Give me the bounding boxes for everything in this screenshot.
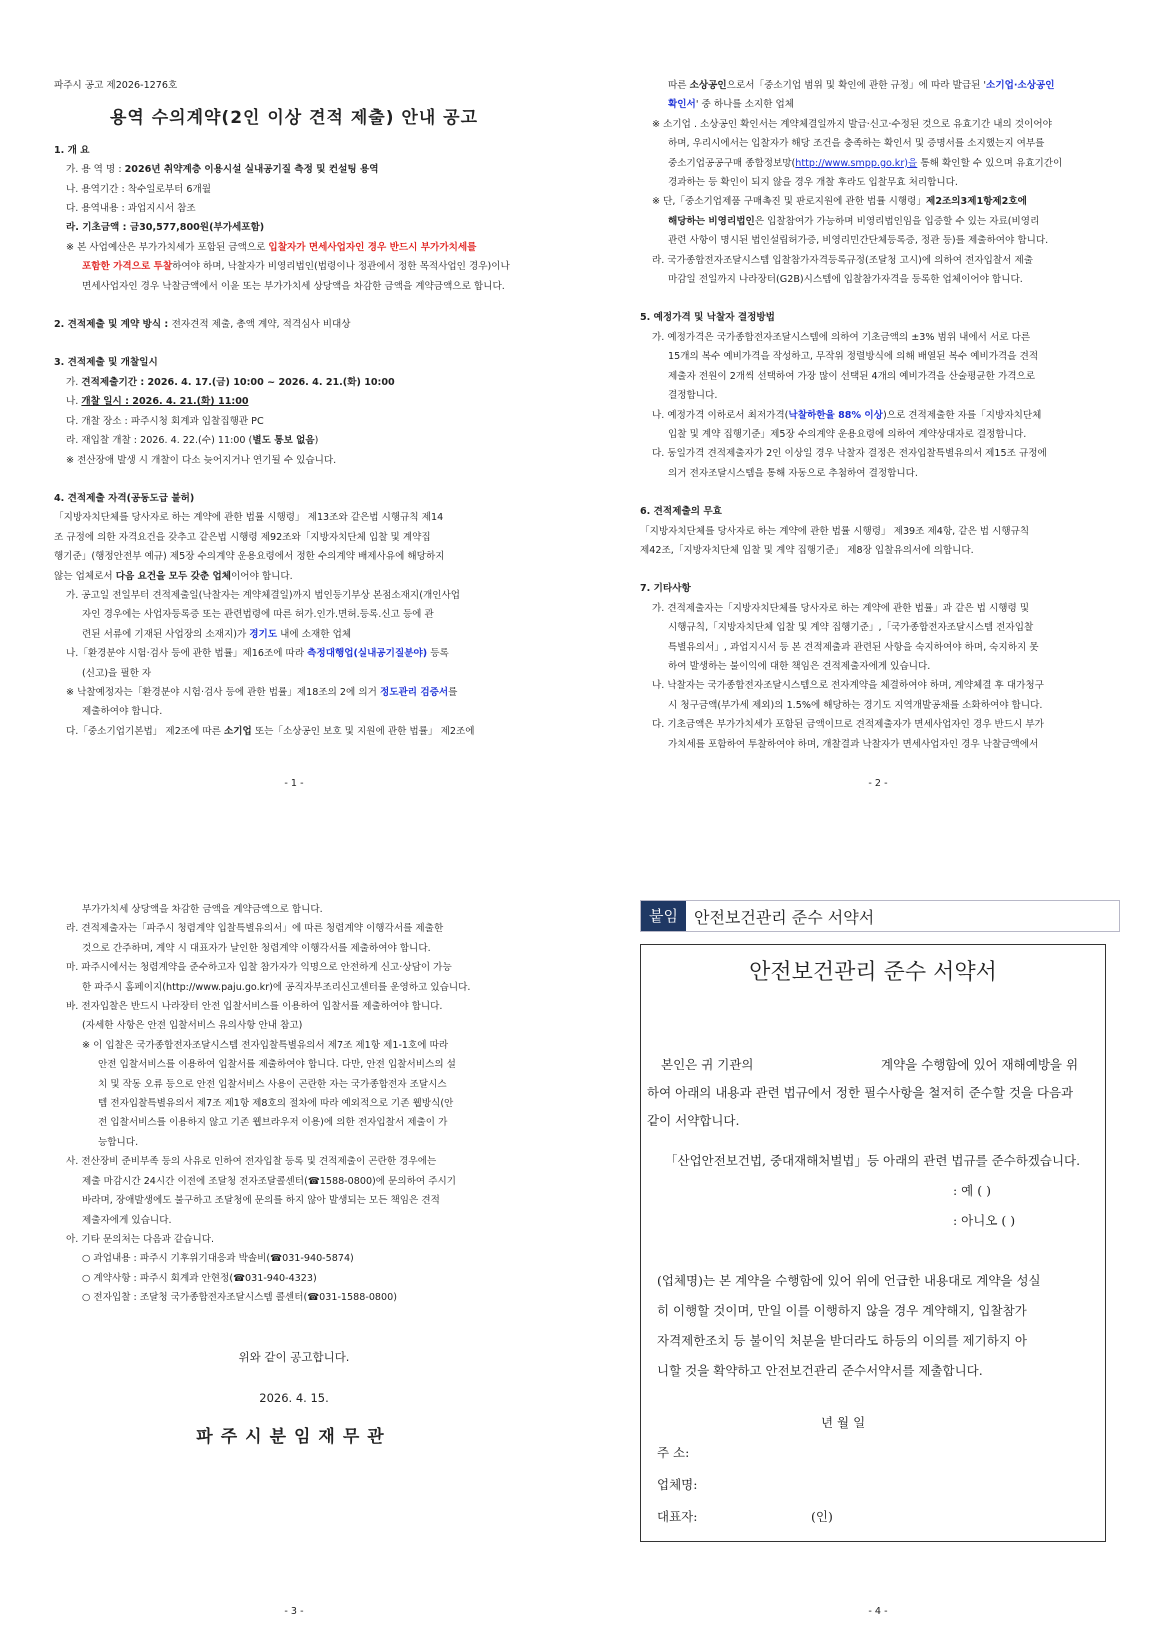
section-7-c-cont: 부가가치세 상당액을 차감한 금액을 계약금액으로 합니다. [82, 904, 323, 915]
page-number: - 4 - [868, 1606, 888, 1617]
qualification-c-cont: 따른 소상공인으로서「중소기업 범위 및 확인에 관한 규정」에 따라 발급된 '소기업·소상공인 [668, 80, 1055, 91]
section-7-f: 마. 파주시에서는 청렴계약을 준수하고자 입찰 참가자가 익명으로 안전하게 신고·상담이 가능 [66, 962, 452, 974]
notice-date: 2026. 4. 15. [259, 1390, 329, 1405]
section-5-a: 제출자 전원이 2개씩 선택하여 가장 많이 선택된 4개의 예비가격을 산술평균한 가격으로 [668, 370, 1036, 382]
section-7-h: 제출자에게 있습니다. [82, 1214, 172, 1226]
vat-note: ※ 본 사업예산은 부가가치세가 포함된 금액으로 입찰자가 면세사업자인 경우 반드시 부가가치세를 [66, 241, 477, 253]
opening-datetime: 나. 개찰 일시 : 2026. 4. 21.(화) 11:00 [66, 396, 249, 408]
section-1-heading: 1. 개 요 [54, 144, 90, 156]
section-6-heading: 6. 견적제출의 무효 [640, 506, 722, 518]
section-5-heading: 5. 예정가격 및 낙찰자 결정방법 [640, 312, 775, 324]
safe-bid-note: 안전 입찰서비스를 이용하여 입찰서를 제출하여야 합니다. 다만, 안전 입찰서비스의 설 [98, 1059, 456, 1071]
option-no[interactable]: : 아니오 ( ) [953, 1213, 1016, 1228]
section-4-text: 「지방자치단체를 당사자로 하는 계약에 관한 법률 시행령」 제13조와 같은법 시행규칙 제14 [54, 512, 444, 524]
page-number: - 2 - [868, 778, 888, 789]
issuing-office: 파주시분임재무관 [196, 1427, 392, 1448]
certificate-note: 중소기업공공구매 종합정보망(http://www.smpp.go.kr)을 통해 확인할 수 있으며 유효기간이 [668, 157, 1063, 169]
vat-note-line3: 면세사업자인 경우 낙찰금액에서 이윤 또는 부가가치세 상당액을 차감한 금액을 계약금액으로 합니다. [82, 280, 505, 292]
section-7-g: 바. 전자입찰은 반드시 나라장터 안전 입찰서비스를 이용하여 입찰서를 제출하여야 합니다. [66, 1001, 443, 1013]
attachment-header-title: 안전보건관리 준수 서약서 [693, 907, 875, 927]
section-7-h: 사. 전산장비 준비부족 등의 사유로 인하여 전자입찰 등록 및 견적제출이 곤란한 경우에는 [66, 1156, 437, 1168]
page-1 [54, 76, 534, 741]
qualification-a: 가. 공고일 전일부터 견적제출일(낙찰자는 계약체결일)까지 법인등기부상 본점소재지(개인사업 [66, 589, 461, 601]
section-7-e: 것으로 간주하며, 계약 시 대표자가 날인한 청렴계약 이행각서를 제출하여야 합니다. [82, 942, 431, 954]
section-7-a: 특별유의서」, 과업지시서 등 본 견적제출과 관련된 사항을 숙지하여야 하며, 숙지하지 못 [668, 641, 1039, 653]
nonprofit-note: ※ 단,「중소기업제품 구매촉진 및 판로지원에 관한 법률 시행령」제2조의3제1항제2호에 [652, 196, 1027, 208]
section-7-a: 가. 견적제출자는「지방자치단체를 당사자로 하는 계약에 관한 법률」과 같은 법 시행령 및 [652, 602, 1030, 614]
section-6-text: 「지방자치단체를 당사자로 하는 계약에 관한 법률 시행령」 제39조 제4항, 같은 법 시행규칙 [640, 525, 1030, 537]
safe-bid-note: 능합니다. [98, 1136, 139, 1148]
quote-period: 가. 견적제출기간 : 2026. 4. 17.(금) 10:00 ~ 2026. 4. 21.(화) 10:00 [66, 376, 395, 388]
pledge-statement: 니할 것을 확약하고 안전보건관리 준수서약서를 제출합니다. [657, 1363, 983, 1378]
option-yes[interactable]: : 예 ( ) [953, 1183, 991, 1198]
safe-bid-note: ※ 이 입찰은 국가종합전자조달시스템 전자입찰특별유의서 제7조 제1항 제1-1호에 따라 [82, 1039, 449, 1051]
certificate-note: 하며, 우리시에서는 입찰자가 해당 조건을 충족하는 확인서 및 증명서를 소지했는지 여부를 [668, 138, 1045, 150]
service-period: 나. 용역기간 : 착수일로부터 6개월 [66, 183, 212, 195]
service-content: 다. 용역내용 : 과업지시서 참조 [66, 203, 196, 215]
section-4-text: 조 규정에 의한 자격요건을 갖추고 같은법 시행령 제92조와「지방자치단체 입찰 및 계약집 [54, 531, 431, 543]
safe-bid-note: 템 전자입찰특별유의서 제7조 제1항 제8호의 절차에 따라 예외적으로 기존 웹방식(안 [98, 1098, 454, 1110]
qualification-a: 련된 서류에 기재된 사업장의 소재지)가 경기도 내에 소재한 업체 [82, 628, 352, 640]
rebid-opening: 라. 재입찰 개찰 : 2026. 4. 22.(수) 11:00 (별도 통보 없음) [66, 435, 319, 447]
safe-bid-note: 전 입찰서비스를 이용하지 않고 기존 웹브라우저 이용)에 의한 전자입찰서 제출이 가 [98, 1117, 448, 1129]
section-7-e: 라. 견적제출자는「파주시 청렴계약 입찰특별유의서」에 따른 청렴계약 이행각서를 제출한 [66, 923, 444, 935]
qualification-b: (신고)을 필한 자 [82, 667, 152, 679]
contact-ebid: ○ 전자입찰 : 조달청 국가종합전자조달시스템 콜센터(☎031-1588-0800) [82, 1292, 397, 1304]
section-7-c: 다. 기초금액은 부가가치세가 포함된 금액이므로 견적제출자가 면세사업자인 경우 반드시 부가 [652, 719, 1044, 731]
section-3-heading: 3. 견적제출 및 개찰일시 [54, 357, 158, 369]
nonprofit-note: 관련 사항이 명시된 법인설립허가증, 비영리민간단체등록증, 정관 등)를 제출하여야 합니다. [668, 235, 1049, 247]
attachment-tag: 붙임 [641, 901, 686, 931]
pledge-date: 년 월 일 [821, 1415, 866, 1430]
section-7-a: 시행규칙,「지방자치단체 입찰 및 계약 집행기준」,「국가종합전자조달시스템 전자입찰 [668, 622, 1034, 634]
section-6-text: 제42조,「지방자치단체 입찰 및 계약 집행기준」 제8장 입찰유의서에 의합니다. [640, 544, 974, 556]
pledge-intro: 하여 아래의 내용과 관련 법규에서 정한 필수사항을 철저히 준수할 것을 다음과 [647, 1085, 1074, 1100]
section-4-text: 않는 업체로서 다음 요건을 모두 갖춘 업체이어야 합니다. [54, 570, 293, 582]
section-5-a: 결정합니다. [668, 390, 718, 402]
certificate-note: ※ 소기업 . 소상공인 확인서는 계약체결일까지 발급·신고·수정된 것으로 유효기간 내의 것이어야 [652, 118, 1052, 130]
qualification-d: 마감일 전일까지 나라장터(G2B)시스템에 입찰참가자격을 등록한 업체이어야 합니다. [668, 274, 1023, 286]
section-7-f: 한 파주시 홈페이지(http://www.paju.go.kr)에 공직자부조리신고센터를 운영하고 있습니다. [82, 981, 471, 993]
section-4-text: 행기준」(행정안전부 예규) 제5장 수의계약 운용요령에서 정한 수의계약 배제사유에 해당하지 [54, 551, 445, 563]
section-5-a: 15개의 복수 예비가격을 작성하고, 무작위 정렬방식에 의해 배열된 복수 예비가격을 견적 [668, 351, 1039, 363]
pledge-intro: 계약을 수행함에 있어 재해예방을 위 [881, 1057, 1079, 1072]
attachment-header [640, 900, 1120, 932]
section-7-a: 하여 발생하는 불이익에 대한 책임은 견적제출자에게 있습니다. [668, 660, 931, 672]
pledge-title: 안전보건관리 준수 서약서 [749, 960, 997, 985]
company-label: 업체명: [657, 1477, 698, 1492]
pledge-intro: 같이 서약합니다. [647, 1113, 740, 1128]
vat-note-line2: 포함한 가격으로 투찰하여야 하며, 낙찰자가 비영리법인(법령이나 정관에서 정한 목적사업인 경우)이나 [82, 261, 510, 273]
outage-note: ※ 전산장애 발생 시 개찰이 다소 늦어지거나 연기될 수 있습니다. [66, 454, 337, 466]
section-5-c: 다. 동일가격 견적제출자가 2인 이상일 경우 낙찰자 결정은 전자입찰특별유의서 제15조 규정에 [652, 448, 1047, 460]
qualification-d: 라. 국가종합전자조달시스템 입찰참가자격등록규정(조달청 고시)에 의하여 전자입찰서 제출 [652, 254, 1033, 266]
section-5-a: 가. 예정가격은 국가종합전자조달시스템에 의하여 기초금액의 ±3% 범위 내에서 서로 다른 [652, 331, 1031, 343]
pledge-statement: 히 이행할 것이며, 만일 이를 이행하지 않을 경우 계약해지, 입찰참가 [657, 1303, 1027, 1318]
section-7-heading: 7. 기타사항 [640, 583, 691, 595]
page-number: - 3 - [284, 1606, 304, 1617]
closing-statement: 위와 같이 공고합니다. [238, 1349, 350, 1364]
contact-heading: 아. 기타 문의처는 다음과 같습니다. [66, 1233, 215, 1245]
pledge-intro: 본인은 귀 기관의 [661, 1057, 754, 1072]
opening-place: 다. 개찰 장소 : 파주시청 회계과 입찰집행관 PC [66, 415, 264, 427]
page-number: - 1 - [284, 778, 304, 789]
qualification-c-cont: 확인서' 중 하나를 소지한 업체 [668, 99, 795, 111]
certificate-note: 경과하는 등 확인이 되지 않을 경우 개찰 후라도 입찰무효 처리합니다. [668, 177, 958, 189]
address-label: 주 소: [657, 1445, 690, 1460]
section-5-c: 의거 전자조달시스템을 통해 자동으로 추첨하여 결정합니다. [668, 467, 918, 479]
pledge-statement: 자격제한조치 등 불이익 처분을 받더라도 하등의 이의를 제기하지 아 [657, 1333, 1027, 1348]
section-7-h: 제출 마감시간 24시간 이전에 조달청 전자조달콜센터(☎1588-0800)에 문의하여 주시기 [82, 1175, 457, 1187]
notice-title: 용역 수의계약(2인 이상 견적 제출) 안내 공고 [109, 108, 479, 129]
law-compliance: 「산업안전보건법, 중대재해처벌법」등 아래의 관련 법규를 준수하겠습니다. [665, 1153, 1081, 1168]
smpp-link[interactable]: http://www.smpp.go.kr)을 [795, 157, 918, 169]
nonprofit-note: 해당하는 비영리법인은 입찰참여가 가능하며 비영리법인임을 입증할 수 있는 자료(비영리 [668, 215, 1040, 227]
section-7-h: 바라며, 장애발생에도 불구하고 조달청에 문의를 하지 않아 발생되는 모든 책임은 견적 [82, 1195, 440, 1207]
safe-bid-note: 치 및 작동 오류 등으로 안전 입찰서비스 사용이 곤란한 자는 국가종합전자 조달시스 [98, 1078, 447, 1090]
pledge-statement: (업체명)는 본 계약을 수행함에 있어 위에 언급한 내용대로 계약을 성실 [657, 1273, 1041, 1288]
page-2 [640, 76, 1120, 754]
section-5-b: 나. 예정가격 이하로서 최저가격(낙찰하한율 88% 이상)으로 견적제출한 자를「지방자치단체 [652, 409, 1042, 421]
section-7-b: 시 청구금액(부가세 제외)의 1.5%에 해당하는 경기도 지역개발공채를 소화하여야 합니다. [668, 699, 1043, 711]
seal-mark: (인) [811, 1509, 833, 1524]
qualification-a: 자인 경우에는 사업자등록증 또는 관련법령에 따른 허가.인가.면허.등록.신고 등에 관 [82, 609, 434, 621]
section-4-heading: 4. 견적제출 자격(공동도급 불허) [54, 492, 195, 504]
section-7-c: 가치세를 포함하여 투찰하여야 하며, 개찰결과 낙찰자가 면세사업자인 경우 낙찰금액에서 [668, 738, 1039, 750]
contact-task: ○ 과업내용 : 파주시 기후위기대응과 박솔비(☎031-940-5874) [82, 1253, 354, 1265]
section-7-g: (자세한 사항은 안전 입찰서비스 유의사항 안내 참고) [82, 1020, 303, 1032]
section-7-b: 나. 낙찰자는 국가종합전자조달시스템으로 전자계약을 체결하여야 하며, 계약체결 후 대가청구 [652, 680, 1044, 692]
notice-number: 파주시 공고 제2026-1276호 [54, 80, 178, 91]
qualification-b: 나.「환경분야 시험·검사 등에 관한 법률」제16조에 따라 측정대행업(실내공기질분야) 등록 [66, 648, 449, 660]
section-5-b: 입찰 및 계약 집행기준」제5장 수의계약 운용요령에 의하여 계약상대자로 결정합니다. [668, 428, 1027, 440]
contact-contract: ○ 계약사항 : 파주시 회계과 안현정(☎031-940-4323) [82, 1272, 317, 1284]
safety-pledge-form [640, 944, 1106, 1542]
service-name: 가. 용 역 명 : 2026년 취약계층 이용시설 실내공기질 측정 및 컨설팅 용역 [66, 164, 379, 176]
representative-label: 대표자: [657, 1509, 698, 1524]
page-3 [54, 900, 534, 1448]
section-2: 2. 견적제출 및 계약 방식 : 전자견적 제출, 총액 계약, 적격심사 비대상 [54, 319, 351, 331]
qualification-b-note: 제출하여야 합니다. [82, 706, 163, 718]
base-amount: 라. 기초금액 : 금30,577,800원(부가세포함) [66, 222, 265, 234]
qualification-b-note: ※ 낙찰예정자는「환경분야 시험·검사 등에 관한 법률」제18조의 2에 의거 정도관리 검증서를 [66, 686, 458, 698]
qualification-c: 다.「중소기업기본법」 제2조에 따른 소기업 또는「소상공인 보호 및 지원에 관한 법률」 제2조에 [66, 725, 475, 737]
